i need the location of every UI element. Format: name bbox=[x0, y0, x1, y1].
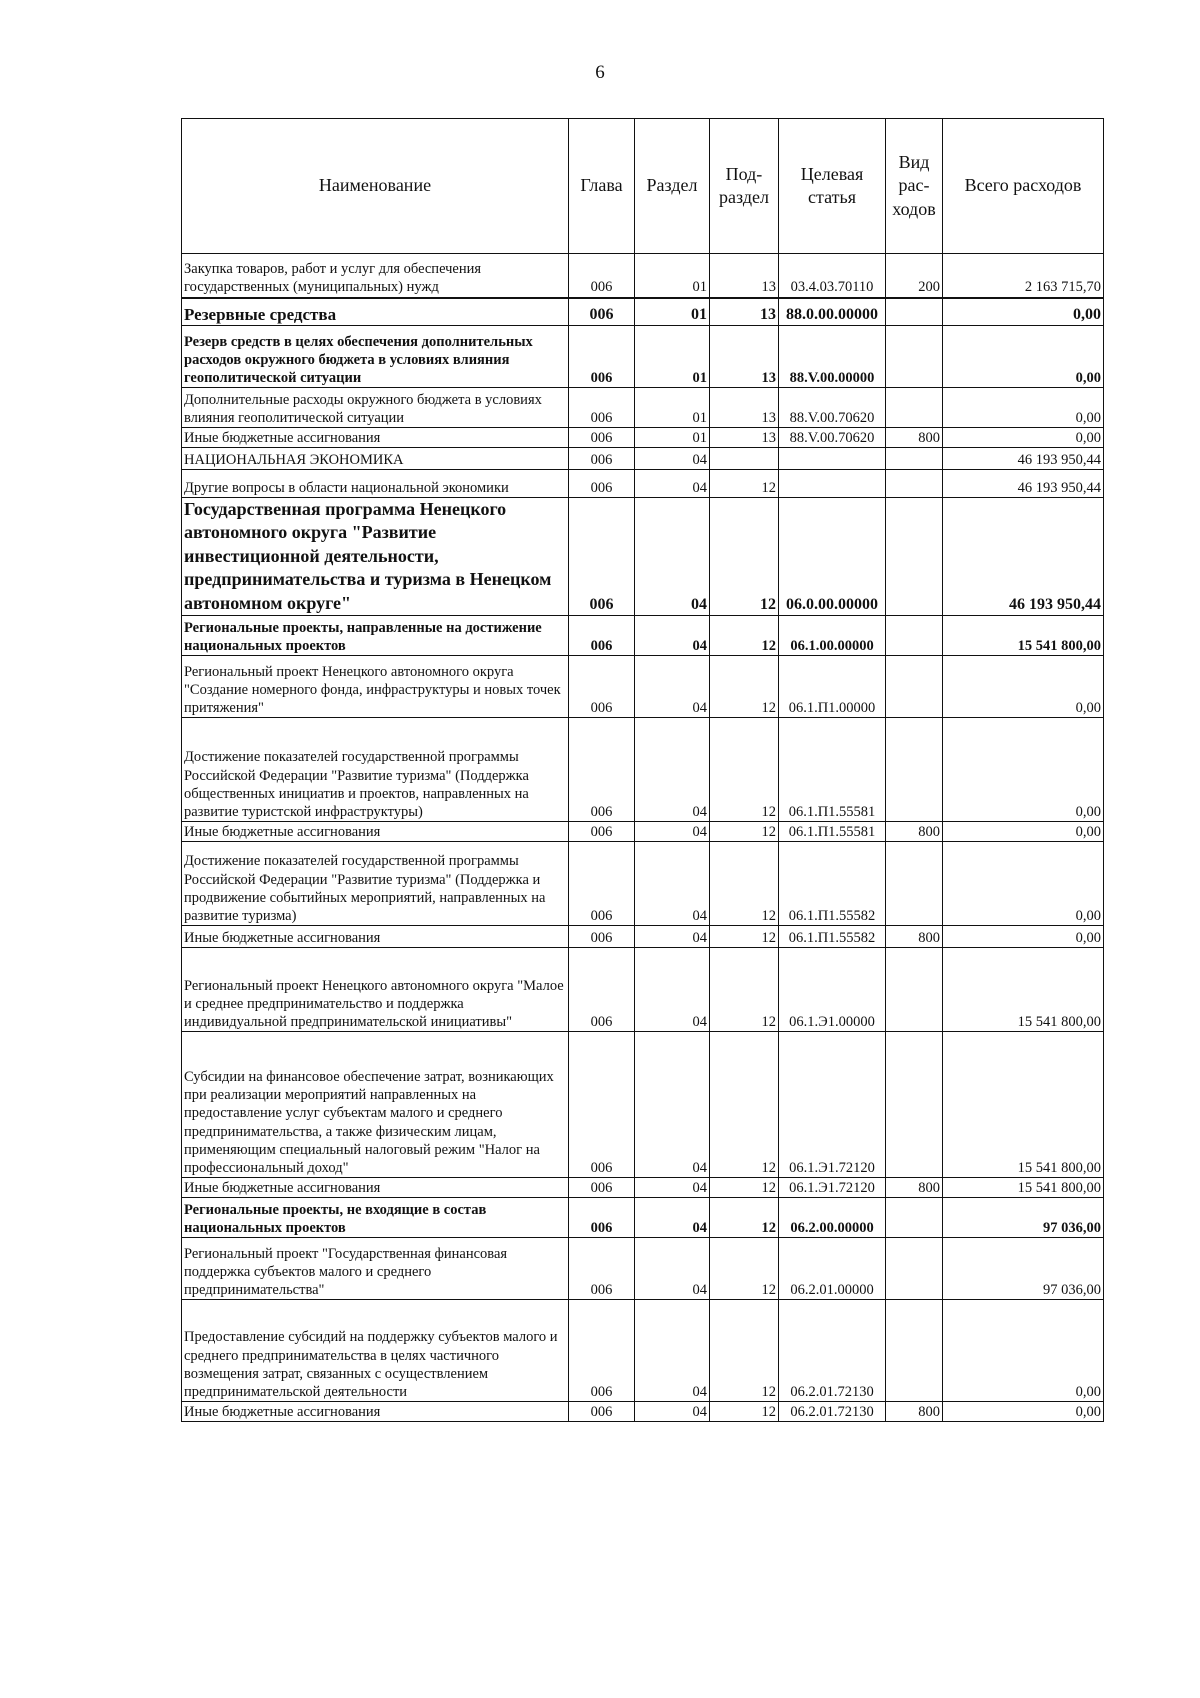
cell-glava: 006 bbox=[569, 470, 635, 498]
cell-glava: 006 bbox=[569, 254, 635, 298]
table-row bbox=[182, 1237, 1104, 1299]
cell-podrazdel: 12 bbox=[710, 821, 779, 841]
cell-name: Дополнительные расходы окружного бюджета в условиях влияния геополитической ситуации bbox=[182, 388, 569, 428]
cell-celevaya: 06.1.П1.55581 bbox=[779, 717, 886, 821]
cell-total: 15 541 800,00 bbox=[943, 1177, 1104, 1197]
cell-glava: 006 bbox=[569, 448, 635, 470]
cell-celevaya: 06.2.01.00000 bbox=[779, 1237, 886, 1299]
table-row bbox=[182, 841, 1104, 925]
cell-podrazdel: 12 bbox=[710, 1401, 779, 1421]
cell-celevaya: 06.0.00.00000 bbox=[779, 498, 886, 616]
cell-podrazdel: 12 bbox=[710, 1031, 779, 1177]
cell-podrazdel: 12 bbox=[710, 1299, 779, 1401]
table-row bbox=[182, 1031, 1104, 1177]
cell-razdel: 01 bbox=[635, 428, 710, 448]
cell-celevaya: 06.1.Э1.00000 bbox=[779, 947, 886, 1031]
cell-total: 15 541 800,00 bbox=[943, 947, 1104, 1031]
table-row bbox=[182, 298, 1104, 326]
cell-celevaya: 88.V.00.00000 bbox=[779, 326, 886, 388]
table-row bbox=[182, 717, 1104, 821]
cell-name: Иные бюджетные ассигнования bbox=[182, 821, 569, 841]
cell-celevaya: 06.1.П1.00000 bbox=[779, 655, 886, 717]
cell-podrazdel: 12 bbox=[710, 841, 779, 925]
cell-name: Иные бюджетные ассигнования bbox=[182, 925, 569, 947]
cell-total: 2 163 715,70 bbox=[943, 254, 1104, 298]
cell-podrazdel: 13 bbox=[710, 326, 779, 388]
cell-name: Предоставление субсидий на поддержку субъектов малого и среднего предпринимательства в целях частичного возмещения затрат, связанных с осуществлением предпринимательской деятельности bbox=[182, 1299, 569, 1401]
cell-glava: 006 bbox=[569, 821, 635, 841]
table-row bbox=[182, 428, 1104, 448]
table-row bbox=[182, 326, 1104, 388]
cell-razdel: 04 bbox=[635, 498, 710, 616]
cell-vid: 800 bbox=[886, 925, 943, 947]
cell-podrazdel: 12 bbox=[710, 1177, 779, 1197]
header-vid: Вид рас-ходов bbox=[886, 119, 943, 254]
cell-glava: 006 bbox=[569, 1401, 635, 1421]
cell-vid bbox=[886, 470, 943, 498]
cell-vid: 800 bbox=[886, 821, 943, 841]
cell-name: Региональный проект Ненецкого автономного округа "Малое и среднее предпринимательство и поддержка индивидуальной предпринимательской инициативы" bbox=[182, 947, 569, 1031]
cell-name: Достижение показателей государственной программы Российской Федерации "Развитие туризма" (Поддержка и продвижение событийных мероприятий, направленных на развитие туризма) bbox=[182, 841, 569, 925]
table-row bbox=[182, 1401, 1104, 1421]
table-row bbox=[182, 1299, 1104, 1401]
cell-vid: 800 bbox=[886, 428, 943, 448]
cell-razdel: 04 bbox=[635, 1237, 710, 1299]
cell-podrazdel: 12 bbox=[710, 717, 779, 821]
cell-podrazdel: 12 bbox=[710, 655, 779, 717]
cell-vid bbox=[886, 1197, 943, 1237]
cell-celevaya: 06.1.П1.55581 bbox=[779, 821, 886, 841]
cell-glava: 006 bbox=[569, 388, 635, 428]
cell-glava: 006 bbox=[569, 841, 635, 925]
cell-podrazdel: 12 bbox=[710, 1197, 779, 1237]
cell-vid bbox=[886, 1299, 943, 1401]
cell-glava: 006 bbox=[569, 947, 635, 1031]
cell-podrazdel: 13 bbox=[710, 254, 779, 298]
cell-glava: 006 bbox=[569, 1197, 635, 1237]
cell-celevaya: 06.1.Э1.72120 bbox=[779, 1031, 886, 1177]
cell-razdel: 04 bbox=[635, 655, 710, 717]
cell-total: 46 193 950,44 bbox=[943, 470, 1104, 498]
cell-celevaya: 88.0.00.00000 bbox=[779, 298, 886, 326]
cell-vid bbox=[886, 655, 943, 717]
cell-total: 0,00 bbox=[943, 925, 1104, 947]
cell-total: 46 193 950,44 bbox=[943, 448, 1104, 470]
cell-podrazdel bbox=[710, 448, 779, 470]
cell-total: 0,00 bbox=[943, 821, 1104, 841]
cell-celevaya: 06.2.01.72130 bbox=[779, 1401, 886, 1421]
cell-celevaya: 03.4.03.70110 bbox=[779, 254, 886, 298]
cell-name: Региональные проекты, не входящие в состав национальных проектов bbox=[182, 1197, 569, 1237]
cell-total: 0,00 bbox=[943, 655, 1104, 717]
cell-name: Резерв средств в целях обеспечения дополнительных расходов окружного бюджета в условиях влияния геополитической ситуации bbox=[182, 326, 569, 388]
cell-glava: 006 bbox=[569, 428, 635, 448]
cell-name: Государственная программа Ненецкого автономного округа "Развитие инвестиционной деятельности, предпринимательства и туризма в Ненецком автономном округе" bbox=[182, 498, 569, 616]
cell-podrazdel: 12 bbox=[710, 925, 779, 947]
cell-razdel: 04 bbox=[635, 841, 710, 925]
cell-total: 0,00 bbox=[943, 388, 1104, 428]
cell-glava: 006 bbox=[569, 298, 635, 326]
table-row bbox=[182, 655, 1104, 717]
cell-total: 0,00 bbox=[943, 298, 1104, 326]
cell-celevaya: 06.1.П1.55582 bbox=[779, 925, 886, 947]
cell-total: 15 541 800,00 bbox=[943, 615, 1104, 655]
cell-name: Региональный проект Ненецкого автономного округа "Создание номерного фонда, инфраструктуры и новых точек притяжения" bbox=[182, 655, 569, 717]
header-total: Всего расходов bbox=[943, 119, 1104, 254]
table-row bbox=[182, 254, 1104, 298]
cell-celevaya bbox=[779, 448, 886, 470]
cell-total: 0,00 bbox=[943, 1299, 1104, 1401]
cell-total: 46 193 950,44 bbox=[943, 498, 1104, 616]
cell-total: 15 541 800,00 bbox=[943, 1031, 1104, 1177]
table-body bbox=[182, 254, 1104, 1422]
cell-glava: 006 bbox=[569, 1237, 635, 1299]
cell-razdel: 04 bbox=[635, 1177, 710, 1197]
cell-podrazdel: 13 bbox=[710, 388, 779, 428]
cell-vid bbox=[886, 717, 943, 821]
budget-table bbox=[181, 118, 1104, 1422]
cell-vid: 200 bbox=[886, 254, 943, 298]
cell-celevaya: 06.1.Э1.72120 bbox=[779, 1177, 886, 1197]
cell-glava: 006 bbox=[569, 326, 635, 388]
cell-razdel: 04 bbox=[635, 1031, 710, 1177]
header-glava: Глава bbox=[569, 119, 635, 254]
cell-vid: 800 bbox=[886, 1177, 943, 1197]
cell-name: Региональный проект "Государственная финансовая поддержка субъектов малого и среднего предпринимательства" bbox=[182, 1237, 569, 1299]
cell-podrazdel: 13 bbox=[710, 428, 779, 448]
cell-glava: 006 bbox=[569, 498, 635, 616]
cell-razdel: 01 bbox=[635, 326, 710, 388]
cell-name: Иные бюджетные ассигнования bbox=[182, 428, 569, 448]
cell-razdel: 04 bbox=[635, 615, 710, 655]
cell-podrazdel: 13 bbox=[710, 298, 779, 326]
cell-total: 0,00 bbox=[943, 1401, 1104, 1421]
cell-glava: 006 bbox=[569, 717, 635, 821]
cell-razdel: 04 bbox=[635, 925, 710, 947]
cell-razdel: 04 bbox=[635, 470, 710, 498]
cell-total: 0,00 bbox=[943, 326, 1104, 388]
cell-razdel: 01 bbox=[635, 254, 710, 298]
page-number: 6 bbox=[595, 62, 605, 83]
table-row bbox=[182, 470, 1104, 498]
cell-razdel: 04 bbox=[635, 1197, 710, 1237]
cell-name: Субсидии на финансовое обеспечение затрат, возникающих при реализации мероприятий направленных на предоставление услуг субъектам малого и среднего предпринимательства, а также физическим лицам, применяющим специальный налоговый режим "Налог на профессиональный доход" bbox=[182, 1031, 569, 1177]
cell-celevaya: 06.2.00.00000 bbox=[779, 1197, 886, 1237]
cell-glava: 006 bbox=[569, 925, 635, 947]
cell-total: 0,00 bbox=[943, 428, 1104, 448]
cell-podrazdel: 12 bbox=[710, 1237, 779, 1299]
cell-razdel: 04 bbox=[635, 717, 710, 821]
cell-glava: 006 bbox=[569, 615, 635, 655]
cell-celevaya: 88.V.00.70620 bbox=[779, 388, 886, 428]
cell-total: 97 036,00 bbox=[943, 1197, 1104, 1237]
table-row bbox=[182, 925, 1104, 947]
cell-razdel: 04 bbox=[635, 821, 710, 841]
cell-celevaya: 88.V.00.70620 bbox=[779, 428, 886, 448]
header-podrazdel: Под-раздел bbox=[710, 119, 779, 254]
cell-name: Региональные проекты, направленные на достижение национальных проектов bbox=[182, 615, 569, 655]
cell-podrazdel: 12 bbox=[710, 615, 779, 655]
cell-vid bbox=[886, 448, 943, 470]
cell-celevaya: 06.2.01.72130 bbox=[779, 1299, 886, 1401]
cell-name: Закупка товаров, работ и услуг для обеспечения государственных (муниципальных) нужд bbox=[182, 254, 569, 298]
table-row bbox=[182, 1197, 1104, 1237]
cell-vid bbox=[886, 1031, 943, 1177]
cell-podrazdel: 12 bbox=[710, 947, 779, 1031]
cell-razdel: 01 bbox=[635, 298, 710, 326]
cell-glava: 006 bbox=[569, 1299, 635, 1401]
cell-glava: 006 bbox=[569, 1031, 635, 1177]
cell-celevaya: 06.1.00.00000 bbox=[779, 615, 886, 655]
table-row bbox=[182, 615, 1104, 655]
table-header-row bbox=[182, 119, 1104, 254]
cell-razdel: 04 bbox=[635, 1401, 710, 1421]
table-row bbox=[182, 821, 1104, 841]
cell-total: 0,00 bbox=[943, 841, 1104, 925]
cell-vid bbox=[886, 498, 943, 616]
cell-vid bbox=[886, 326, 943, 388]
cell-vid: 800 bbox=[886, 1401, 943, 1421]
header-razdel: Раздел bbox=[635, 119, 710, 254]
cell-total: 0,00 bbox=[943, 717, 1104, 821]
cell-name: Иные бюджетные ассигнования bbox=[182, 1401, 569, 1421]
cell-total: 97 036,00 bbox=[943, 1237, 1104, 1299]
cell-vid bbox=[886, 298, 943, 326]
cell-celevaya bbox=[779, 470, 886, 498]
cell-razdel: 01 bbox=[635, 388, 710, 428]
header-celevaya: Целевая статья bbox=[779, 119, 886, 254]
cell-name: НАЦИОНАЛЬНАЯ ЭКОНОМИКА bbox=[182, 448, 569, 470]
header-name: Наименование bbox=[182, 119, 569, 254]
table-row bbox=[182, 448, 1104, 470]
cell-podrazdel: 12 bbox=[710, 470, 779, 498]
cell-name: Иные бюджетные ассигнования bbox=[182, 1177, 569, 1197]
cell-vid bbox=[886, 615, 943, 655]
cell-vid bbox=[886, 841, 943, 925]
cell-razdel: 04 bbox=[635, 947, 710, 1031]
table-row bbox=[182, 388, 1104, 428]
cell-razdel: 04 bbox=[635, 448, 710, 470]
table-row bbox=[182, 947, 1104, 1031]
cell-glava: 006 bbox=[569, 1177, 635, 1197]
cell-podrazdel: 12 bbox=[710, 498, 779, 616]
cell-celevaya: 06.1.П1.55582 bbox=[779, 841, 886, 925]
table-row bbox=[182, 498, 1104, 616]
cell-vid bbox=[886, 388, 943, 428]
table-row bbox=[182, 1177, 1104, 1197]
cell-name: Резервные средства bbox=[182, 298, 569, 326]
cell-name: Другие вопросы в области национальной экономики bbox=[182, 470, 569, 498]
cell-vid bbox=[886, 947, 943, 1031]
cell-razdel: 04 bbox=[635, 1299, 710, 1401]
cell-vid bbox=[886, 1237, 943, 1299]
cell-glava: 006 bbox=[569, 655, 635, 717]
cell-name: Достижение показателей государственной программы Российской Федерации "Развитие туризма" (Поддержка общественных инициатив и проектов, направленных на развитие туристской инфраструктуры) bbox=[182, 717, 569, 821]
